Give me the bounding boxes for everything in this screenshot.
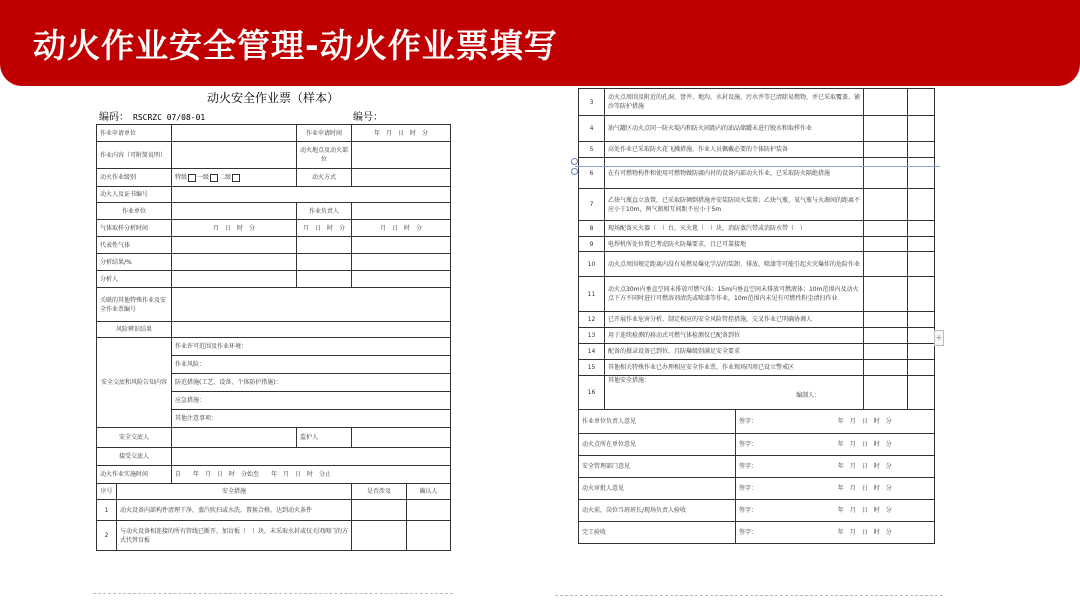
table-row	[97, 521, 451, 551]
signoff-sign: 签字：	[736, 478, 796, 500]
table-row	[97, 288, 451, 322]
measure-text: 已开展作业危害分析，制定相应的安全风险管控措施，交叉作业已明确协调人	[608, 316, 813, 323]
cell-blank	[352, 203, 451, 220]
cell-blank	[908, 344, 935, 360]
measure-text: 动火点周围规定距离内没有易燃易爆化学品的装卸、排放、喷漆等可能引起火灾爆炸的危险作业	[608, 260, 861, 268]
cell-text	[605, 344, 864, 360]
cell-blank	[864, 277, 908, 312]
permit-measures-table	[578, 88, 935, 544]
cell-label: 动火作业实施时间	[97, 466, 172, 484]
cell-number: 9	[579, 237, 605, 252]
cell-label: 动火作业级别	[97, 169, 172, 187]
collapse-icon[interactable]	[571, 158, 578, 165]
cell-value: 自 年 月 日 时 分始至 年 月 日 时 分止	[172, 466, 451, 484]
cell-blank	[172, 203, 297, 220]
cell-text: 与动火设备相连接的所有管线已断开，加盲板（ ）块，未采取水封或仅关闭阀门的方式代替盲板	[117, 521, 352, 551]
table-row	[97, 484, 451, 500]
signoff-label: 动火审批人意见	[579, 478, 736, 500]
cell-label: 作业许可范围及作业环境：	[172, 338, 451, 356]
cell-number: 16	[579, 376, 605, 410]
cell-label: 作业负责人	[297, 203, 352, 220]
cell-blank	[864, 328, 908, 344]
table-row	[97, 125, 451, 142]
cell-label: 监护人	[297, 428, 352, 448]
cell-number: 13	[579, 328, 605, 344]
table-row	[97, 220, 451, 237]
page-edge-rule	[555, 595, 943, 596]
permit-title: 动火安全作业票（样本）	[206, 91, 339, 105]
table-row	[97, 203, 451, 220]
signoff-label: 动火前，岗位当班班长/现场负责人验收	[579, 500, 736, 522]
cell-blank	[297, 254, 352, 271]
cell-blank	[172, 288, 451, 322]
table-row	[579, 158, 935, 189]
cell-text	[605, 158, 864, 189]
cell-label: 作业申请单位	[97, 125, 172, 142]
cell-label: 关联的其他特殊作业及安全作业票编号	[97, 288, 172, 322]
cell-blank	[407, 500, 451, 521]
cell-label: 气体取样分析时间	[97, 220, 172, 237]
signoff-date: 年 月 日 时 分	[796, 456, 935, 478]
cell-blank	[908, 252, 935, 277]
cell-label: 作业单位	[97, 203, 172, 220]
table-row	[97, 428, 451, 448]
cell-blank	[172, 254, 297, 271]
signoff-row	[579, 500, 935, 522]
signoff-sign: 签字：	[736, 410, 796, 434]
measure-text: 动火点周围及附近的孔洞、窨井、地沟、水封设施、污水井等已清除易燃物，并已采取覆盖、铺沙等防护措施	[608, 94, 861, 110]
compiler-label: 编制人：	[796, 392, 821, 399]
cell-number: 4	[579, 116, 605, 142]
cell-label: 动火方式	[297, 169, 352, 187]
table-row	[579, 328, 935, 344]
signoff-label: 完工验收	[579, 522, 736, 544]
cell-label: 接受交底人	[97, 448, 172, 466]
signoff-sign: 签字：	[736, 456, 796, 478]
table-row	[97, 187, 451, 203]
table-row	[97, 271, 451, 288]
cell-label: 防范措施(工艺、设备、个体防护措施)：	[172, 374, 451, 392]
page-edge-rule	[93, 593, 453, 594]
table-row	[579, 221, 935, 237]
cell-blank	[908, 376, 935, 410]
cell-value: 月 日 时 分	[352, 220, 451, 237]
column-header: 序号	[97, 484, 117, 500]
table-row	[97, 500, 451, 521]
cell-label: 代表性气体	[97, 237, 172, 254]
measure-text: 配备的摄录设备已到位，且防爆级别满足安全要求	[608, 348, 741, 355]
table-row	[579, 142, 935, 158]
cell-number: 12	[579, 312, 605, 328]
cell-blank	[172, 125, 297, 142]
cell-label: 分析人	[97, 271, 172, 288]
signoff-date: 年 月 日 时 分	[796, 478, 935, 500]
cell-blank	[172, 428, 297, 448]
cell-text: 动火设备内部构件清理干净，蒸汽吹扫或水洗、置换合格，达到动火条件	[117, 500, 352, 521]
cell-number: 6	[579, 158, 605, 189]
cell-blank	[172, 271, 297, 288]
cell-blank	[908, 277, 935, 312]
cell-blank	[352, 254, 451, 271]
cell-blank	[172, 322, 451, 338]
table-row	[97, 142, 451, 169]
cell-text	[605, 376, 864, 410]
cell-blank	[864, 142, 908, 158]
cell-text	[605, 189, 864, 221]
cell-number: 3	[579, 89, 605, 116]
cell-blank	[864, 252, 908, 277]
measure-text: 现场配备灭火器（ ）台，灭火毯（ ）块，消防蒸汽带或消防水带（ ）	[608, 225, 807, 232]
cell-label: 作业风险：	[172, 356, 451, 374]
measure-text: 在有可燃物构件和使用可燃物做防腐内衬的设备内部动火作业，已采取防火隔绝措施	[608, 169, 831, 177]
cell-blank	[352, 271, 451, 288]
signoff-row	[579, 456, 935, 478]
cell-label: 动火地点及动火部位	[297, 142, 352, 169]
signoff-label: 安全管理部门意见	[579, 456, 736, 478]
table-row	[579, 89, 935, 116]
cell-blank	[352, 521, 407, 551]
signoff-sign: 签字：	[736, 522, 796, 544]
checkbox-icon	[232, 174, 240, 182]
level-options: 特级 一级 二级	[172, 169, 297, 187]
signoff-label: 动火点所在单位意见	[579, 434, 736, 456]
signoff-date: 年 月 日 时 分	[796, 410, 935, 434]
cell-text	[605, 89, 864, 116]
measure-text: 动火点30m内垂直空间未排放可燃气体；15m内垂直空间未排放可燃液体；10m范围内及动火点下方不同时进行可燃溶剂清洗或喷漆等作业，10m范围内未见有可燃性粉尘清扫作业	[608, 286, 859, 302]
cell-label: 风险辨识结果	[97, 322, 172, 338]
cell-blank	[864, 360, 908, 376]
permit-page-2	[575, 86, 940, 596]
checkbox-icon	[210, 174, 218, 182]
cell-blank	[297, 271, 352, 288]
cell-blank	[908, 328, 935, 344]
cell-number: 2	[97, 521, 117, 551]
cell-label: 应急措施：	[172, 392, 451, 410]
cell-blank	[908, 142, 935, 158]
signoff-sign: 签字：	[736, 434, 796, 456]
signoff-label: 作业单位负责人意见	[579, 410, 736, 434]
cell-blank	[864, 158, 908, 189]
cell-text	[605, 252, 864, 277]
table-row	[97, 237, 451, 254]
cell-blank	[864, 89, 908, 116]
cell-blank	[864, 221, 908, 237]
checkbox-icon	[188, 174, 196, 182]
table-row	[97, 254, 451, 271]
cell-blank	[908, 237, 935, 252]
cell-blank	[908, 360, 935, 376]
cell-text	[605, 142, 864, 158]
cell-number: 8	[579, 221, 605, 237]
permit-page-1	[93, 86, 453, 591]
cell-number: 11	[579, 277, 605, 312]
cell-text	[605, 116, 864, 142]
table-row	[579, 376, 935, 410]
measure-text: 电焊机所处位置已考虑防火防爆要求，且已可靠接地	[608, 240, 747, 248]
signoff-row	[579, 434, 935, 456]
cell-blank	[352, 142, 451, 169]
table-row	[579, 277, 935, 312]
cell-blank	[352, 169, 451, 187]
cell-blank	[864, 312, 908, 328]
cell-value: 月 日 时 分	[172, 220, 297, 237]
cell-blank	[908, 189, 935, 221]
cell-label: 其他注意事项：	[172, 410, 451, 428]
table-row	[97, 448, 451, 466]
permit-code: 编码： RSCRZC 07/08-01	[99, 112, 206, 123]
table-row	[579, 312, 935, 328]
cell-label: 分析结果/%	[97, 254, 172, 271]
page-break-line	[575, 166, 940, 168]
signoff-row	[579, 522, 935, 544]
column-header: 是否涉及	[352, 484, 407, 500]
cell-blank	[908, 89, 935, 116]
cell-blank	[352, 500, 407, 521]
cell-blank	[908, 221, 935, 237]
cell-number: 15	[579, 360, 605, 376]
measure-text: 其他相关特殊作业已办理相应安全作业票，作业现场四周已设立警戒区	[608, 364, 795, 371]
slide-title: 动火作业安全管理-动火作业票填写	[33, 26, 558, 65]
cell-number: 1	[97, 500, 117, 521]
cell-label: 作业内容（可附简说明）	[97, 142, 172, 169]
cell-text	[605, 312, 864, 328]
signoff-sign: 签字：	[736, 500, 796, 522]
cell-blank	[908, 116, 935, 142]
signoff-row	[579, 410, 935, 434]
cell-blank	[352, 237, 451, 254]
cell-text	[605, 237, 864, 252]
measure-text: 其他安全措施：	[608, 377, 651, 384]
cell-value: 年 月 日 时 分	[352, 125, 451, 142]
measure-text: 高处作业已采取防火花飞溅措施，作业人员佩戴必要的个体防护装备	[608, 146, 789, 153]
cell-text	[605, 328, 864, 344]
cell-number: 14	[579, 344, 605, 360]
cell-text	[605, 360, 864, 376]
cell-blank	[864, 189, 908, 221]
signoff-date: 年 月 日 时 分	[796, 434, 935, 456]
cell-number: 5	[579, 142, 605, 158]
cell-blank	[864, 237, 908, 252]
expand-icon[interactable]	[571, 168, 578, 175]
measure-text: 油气罐区动火点同一防火堤内和防火间距内的油品储罐未进行脱水和取样作业	[608, 125, 813, 132]
cell-blank	[172, 142, 297, 169]
cell-text	[605, 277, 864, 312]
table-row	[579, 237, 935, 252]
cell-label: 作业申请时间	[297, 125, 352, 142]
cell-blank	[172, 448, 451, 466]
permit-form-table	[96, 124, 451, 551]
column-header: 安全措施	[117, 484, 352, 500]
cell-blank	[172, 237, 297, 254]
table-row	[97, 338, 451, 356]
cell-label: 安全交底和风险告知内容	[97, 338, 172, 428]
table-row	[579, 252, 935, 277]
cell-blank	[172, 187, 451, 203]
cell-blank	[908, 158, 935, 189]
measure-text: 用于连续检测的移动式可燃气体检测仪已配备到位	[608, 332, 741, 339]
cell-blank	[864, 116, 908, 142]
cell-value: 月 日 时 分	[297, 220, 352, 237]
signoff-date: 年 月 日 时 分	[796, 500, 935, 522]
measure-text: 乙炔气瓶直立放置，已采取防倾倒措施并安装防回火装置；乙炔气瓶、氧气瓶与火源间的距离不应小于10m，两气瓶相互间距不应小于5m	[608, 196, 861, 213]
permit-serial-label: 编号：	[353, 112, 383, 123]
cell-label: 安全交底人	[97, 428, 172, 448]
cell-blank	[864, 344, 908, 360]
cell-blank	[407, 521, 451, 551]
cell-number: 7	[579, 189, 605, 221]
column-header: 确认人	[407, 484, 451, 500]
table-row	[97, 169, 451, 187]
table-row	[579, 360, 935, 376]
cell-blank	[297, 237, 352, 254]
cell-label: 动火人及证书编号	[97, 187, 172, 203]
signoff-row	[579, 478, 935, 500]
cell-blank	[908, 312, 935, 328]
cell-blank	[864, 376, 908, 410]
table-row	[579, 344, 935, 360]
table-row	[579, 189, 935, 221]
add-column-handle[interactable]: +	[934, 330, 944, 346]
table-row	[579, 116, 935, 142]
signoff-date: 年 月 日 时 分	[796, 522, 935, 544]
title-banner	[0, 0, 1080, 86]
cell-number: 10	[579, 252, 605, 277]
cell-blank	[352, 428, 451, 448]
table-row	[97, 322, 451, 338]
table-row	[97, 466, 451, 484]
cell-text	[605, 221, 864, 237]
